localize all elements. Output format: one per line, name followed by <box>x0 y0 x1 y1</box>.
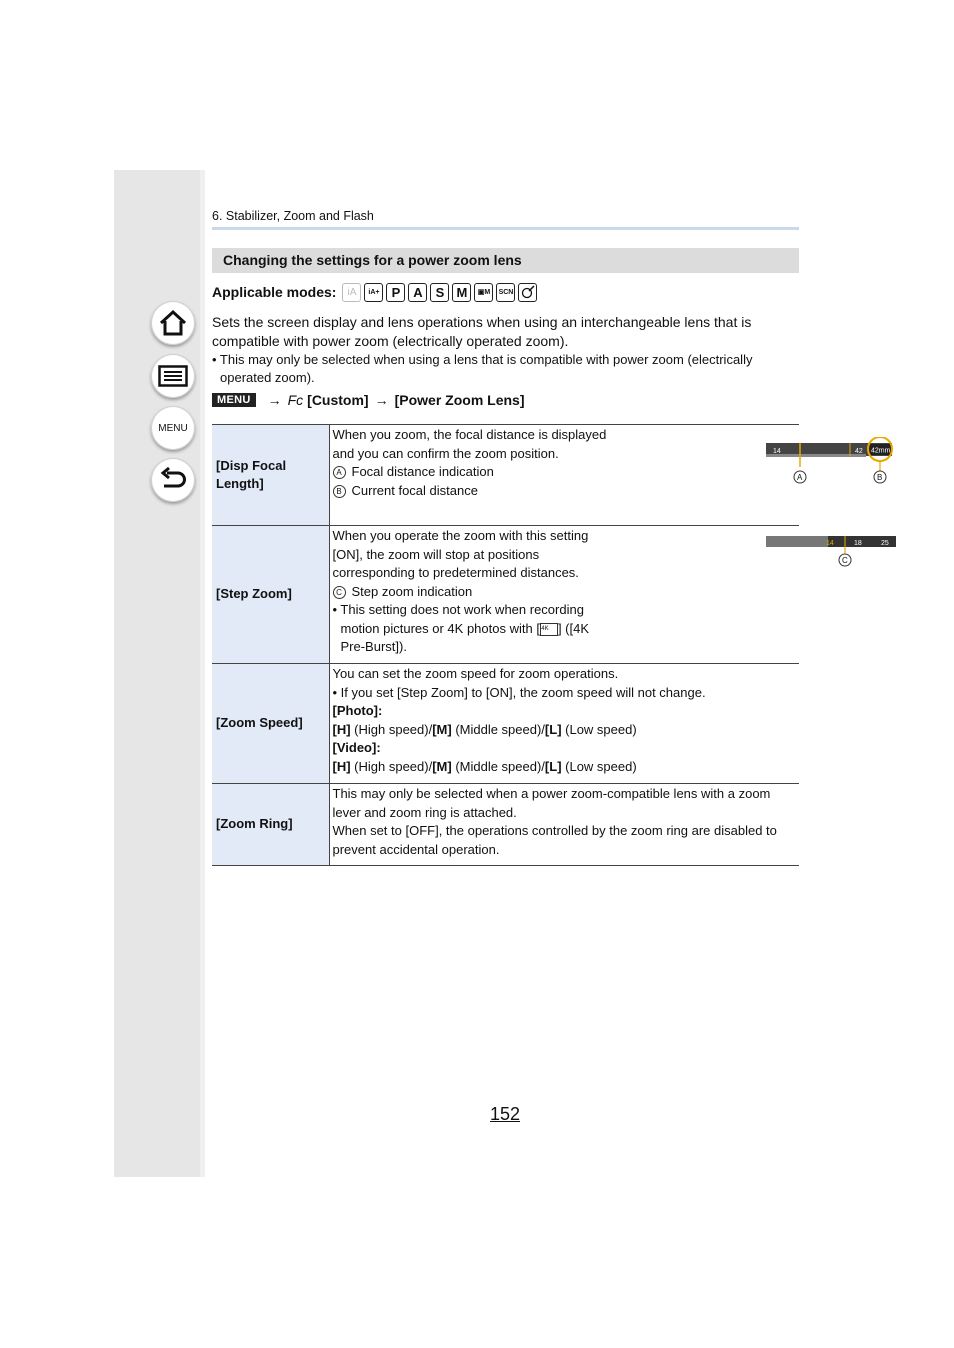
mode-s-icon: S <box>430 283 449 302</box>
speed-h: [H] <box>332 721 351 737</box>
legend-item <box>333 463 796 482</box>
contents-button[interactable] <box>151 354 195 398</box>
speed-l: [L] <box>544 721 562 737</box>
mode-creative-icon <box>518 283 537 302</box>
custom-menu-label: [Custom] <box>307 392 369 408</box>
video-heading: [Video]: <box>332 740 381 755</box>
step-zoom-note <box>333 601 616 657</box>
table-row <box>212 664 799 784</box>
callout-b-icon: B <box>333 485 346 498</box>
setting-description <box>329 526 889 664</box>
setting-label: [Zoom Speed] <box>212 664 329 784</box>
section-header <box>212 248 799 273</box>
speed-l-text: (Low speed) <box>561 758 637 774</box>
menu-label: MENU <box>158 422 188 434</box>
focal-length-display-figure <box>766 437 898 487</box>
callout-b-label: B <box>876 473 882 482</box>
legend-text: Step zoom indication <box>351 583 473 599</box>
description-text: This may only be selected when a power zoom-compatible lens with a zoom lever and zoom ring is attached. <box>332 786 771 820</box>
breadcrumb: 6. Stabilizer, Zoom and Flash <box>212 209 374 223</box>
table-row <box>212 425 799 526</box>
4k-pre-burst-icon: 4K <box>540 623 558 636</box>
description-text: When you zoom, the focal distance is displayed and you can confirm the zoom position. <box>332 427 607 461</box>
description-text: When you operate the zoom with this setting [ON], the zoom will stop at positions corresponding to predetermined distances. <box>332 528 589 580</box>
mode-scn-icon: SCN <box>496 283 515 302</box>
speed-h-text: (High speed)/ <box>350 758 433 774</box>
speed-m-text: (Middle speed)/ <box>451 758 545 774</box>
settings-table <box>212 424 890 866</box>
legend-item <box>333 583 796 602</box>
speed-m: [M] <box>432 721 452 737</box>
description-text: When set to [OFF], the operations controlled by the zoom ring are disabled to prevent accidental operation. <box>332 823 777 857</box>
photo-speed-options <box>333 721 796 740</box>
legend-item <box>333 482 796 501</box>
back-arrow-icon <box>158 467 188 493</box>
applicable-modes <box>212 282 540 302</box>
home-icon <box>158 309 188 337</box>
step-value-2: 18 <box>853 540 862 547</box>
mode-m-icon: M <box>452 283 471 302</box>
arrow: → <box>267 392 282 408</box>
arrow: → <box>374 392 389 408</box>
photo-heading: [Photo]: <box>332 703 383 718</box>
mode-p-icon: P <box>386 283 405 302</box>
video-speed-options <box>333 758 796 777</box>
legend-text: Current focal distance <box>351 482 478 498</box>
mode-ia-icon: iA <box>342 283 361 302</box>
callout-a-icon: A <box>333 466 346 479</box>
setting-label: [Step Zoom] <box>212 526 329 664</box>
mode-a-icon: A <box>408 283 427 302</box>
description-text: You can set the zoom speed for zoom operations. <box>332 666 619 681</box>
sidebar-edge <box>200 170 205 1177</box>
section-title: Changing the settings for a power zoom lens <box>223 252 522 268</box>
callout-c-label: C <box>841 556 848 565</box>
mode-ia-plus-icon: iA+ <box>364 283 383 302</box>
speed-h: [H] <box>332 758 351 774</box>
mode-movie-m-icon: ▣M <box>474 283 493 302</box>
page-number: 152 <box>490 1104 521 1124</box>
custom-menu-icon: Fc <box>287 392 304 408</box>
applicable-modes-label: Applicable modes: <box>212 284 337 300</box>
note-text-start: • This setting does not work when recording motion pictures or 4K photos with [ <box>332 602 584 636</box>
speed-m: [M] <box>432 758 452 774</box>
setting-description <box>329 425 890 526</box>
menu-badge: MENU <box>212 393 256 407</box>
speed-l-text: (Low speed) <box>561 721 637 737</box>
table-row <box>212 784 799 866</box>
legend-text: Focal distance indication <box>351 464 494 479</box>
setting-description <box>329 784 799 866</box>
home-button[interactable] <box>151 301 195 345</box>
step-zoom-display-figure <box>766 534 898 574</box>
power-zoom-lens-label: [Power Zoom Lens] <box>394 392 525 408</box>
back-button[interactable] <box>151 458 195 502</box>
current-focal-value: 42mm <box>870 447 890 455</box>
intro-text: Sets the screen display and lens operations when using an interchangeable lens that is compatible with power zoom (electrically operated zoom). <box>212 314 752 349</box>
description-note: • If you set [Step Zoom] to [ON], the zoom speed will not change. <box>332 684 706 700</box>
step-value-3: 25 <box>880 540 889 547</box>
step-value-1: 14 <box>825 540 834 547</box>
callout-c-icon: C <box>333 586 346 599</box>
callout-a-label: A <box>796 473 802 482</box>
note-text-end: ] ([4K Pre-Burst]). <box>340 620 590 654</box>
menu-path <box>212 392 525 408</box>
note-text: • This may only be selected when using a lens that is compatible with power zoom (electrically operated zoom). <box>212 352 753 385</box>
table-row <box>212 526 799 664</box>
speed-m-text: (Middle speed)/ <box>451 721 545 737</box>
focal-max-value: 42 <box>854 448 863 455</box>
focal-min-value: 14 <box>772 448 781 455</box>
setting-label: [Zoom Ring] <box>212 784 329 866</box>
speed-h-text: (High speed)/ <box>350 721 433 737</box>
setting-description <box>329 664 799 784</box>
speed-l: [L] <box>544 758 562 774</box>
setting-label: [Disp Focal Length] <box>212 425 329 526</box>
breadcrumb-divider <box>212 227 799 230</box>
list-icon <box>158 365 188 387</box>
menu-button[interactable] <box>151 406 195 450</box>
